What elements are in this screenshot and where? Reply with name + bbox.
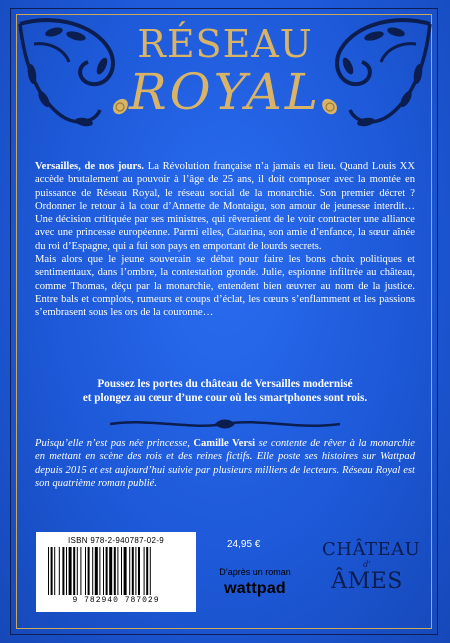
- barcode-bar: [144, 547, 145, 595]
- synopsis-text-1: La Révolution française n’a jamais eu lieu. Quand Louis XX accède brutalement au pouvoir à l’âge de 25 ans, il doit composer avec la montée en puissance de Réseau Royal, le réseau social de la monarchie. Son premier décret ? Ordonner le retour à la cour d’Annette de Montaigu, son amour de jeunesse interdit… Une décision critiquée par ses ministres, qui rêveraient de le voir contracter une alliance avec une princesse européenne. Parmi elles, Catarina, son amie d’enfance, la sœur aînée du roi d’Espagne, qui a fui son pays en emportant de lourds secrets.: [35, 161, 415, 252]
- title-line-1: RÉSEAU: [137, 22, 313, 66]
- publisher-logo: [322, 539, 421, 594]
- synopsis-lead: Versailles, de nos jours.: [35, 161, 145, 172]
- publisher-line-3: ÂMES: [331, 569, 403, 594]
- barcode-bar: [146, 547, 148, 595]
- synopsis: [35, 160, 415, 320]
- barcode-bar: [124, 547, 127, 595]
- book-title: [100, 24, 350, 120]
- price: 24,95 €: [227, 539, 261, 550]
- barcode-box: [36, 532, 196, 612]
- wattpad-caption: D’après un roman: [219, 567, 291, 577]
- tagline-line-2: et plongez au cœur d’une cour où les smartphones sont rois.: [82, 392, 368, 404]
- barcode-bar: [121, 547, 122, 595]
- synopsis-paragraph-1: [35, 160, 415, 253]
- divider-ornament: [110, 418, 340, 430]
- barcode-bar: [106, 547, 108, 595]
- isbn-label: ISBN 978-2-940787-02-9: [68, 536, 164, 545]
- barcode-bar: [103, 547, 104, 595]
- barcode-icon: [46, 547, 186, 595]
- barcode-bar: [95, 547, 98, 595]
- barcode-bar: [66, 547, 67, 595]
- bio-rest: se contente de rêver à la monarchie en mettant en scène des rois et des reines fictifs. Elle poste ses histoires sur Wattpad depuis 2015 et est aujourd’hui suivie par plusieurs milliers de lecteurs. Réseau Royal est son quatrième roman publié.: [35, 438, 415, 489]
- barcode-bar: [73, 547, 75, 595]
- barcode-bar: [150, 547, 151, 595]
- barcode-digits: 9 782940 787029: [72, 596, 160, 605]
- barcode-bar: [69, 547, 72, 595]
- bio-intro: Puisqu’elle n’est pas née princesse,: [35, 438, 194, 449]
- barcode-bar: [114, 547, 116, 595]
- title-line-2: ROYAL: [128, 63, 322, 121]
- tagline: [40, 377, 410, 405]
- barcode-bar: [77, 547, 78, 595]
- barcode-bar: [59, 547, 60, 595]
- barcode-bar: [117, 547, 118, 595]
- author-bio: [35, 437, 415, 490]
- barcode-bar: [51, 547, 53, 595]
- barcode-bar: [80, 547, 81, 595]
- barcode-bar: [138, 547, 140, 595]
- barcode-bar: [129, 547, 130, 595]
- tagline-line-1: Poussez les portes du château de Versailles modernisé: [97, 378, 353, 390]
- synopsis-paragraph-2: Mais alors que le jeune souverain se débat pour faire les bons choix politiques et sentimentaux, dans l’ombre, la contestation gronde. Julie, espionne infiltrée au château, comme Thomas, déçu par la monarchie, entendent bien œuvrer au nom de la justice. Entre bals et complots, rumeurs et coups d’éclat, les cœurs s’enflamment et les passions s’embrasent sous les ors de la couronne…: [35, 254, 415, 319]
- barcode-bar: [54, 547, 55, 595]
- publisher-line-1: CHÂTEAU: [322, 539, 421, 560]
- barcode-bar: [62, 547, 64, 595]
- barcode-bar: [99, 547, 100, 595]
- wattpad-logo: wattpad: [224, 580, 286, 597]
- barcode-bar: [92, 547, 93, 595]
- publisher-line-2: d’: [363, 560, 371, 569]
- barcode-bar: [48, 547, 49, 595]
- barcode-bar: [88, 547, 90, 595]
- barcode-bar: [135, 547, 136, 595]
- barcode-bar: [109, 547, 112, 595]
- barcode-bar: [85, 547, 86, 595]
- barcode-bar: [132, 547, 134, 595]
- author-name: Camille Versi: [193, 438, 256, 449]
